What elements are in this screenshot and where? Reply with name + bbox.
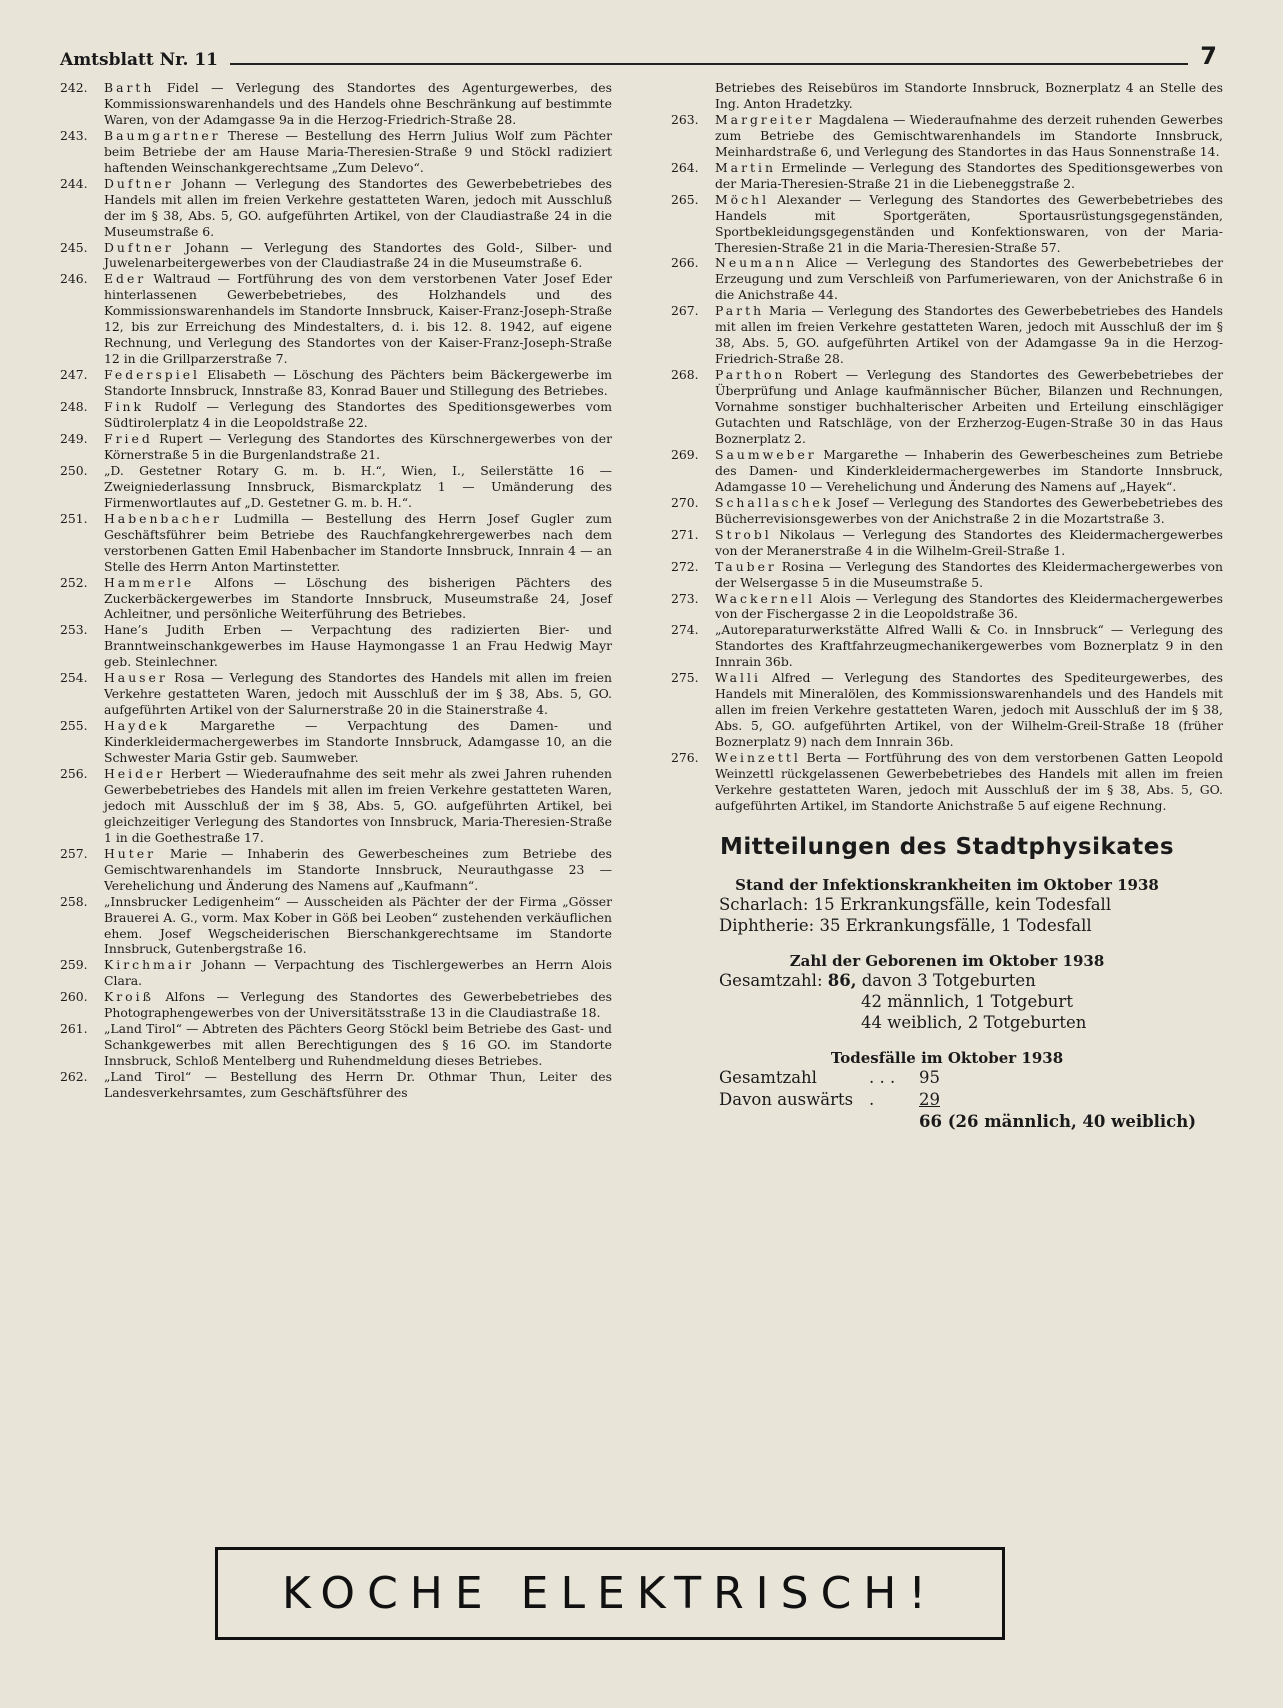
physikat-title: Mitteilungen des Stadtphysikates [719,833,1175,860]
entry-name: Möchl [715,191,770,207]
births-female: 44 weiblich, 2 Totgeburten [861,1012,1087,1032]
entry-text: Fidel — Verlegung des Standortes des Agenturgewerbes, des Kommissionswarenhandels und des Handels ohne Beschränkung auf bestimmte Waren, von der Adamgasse 9a in die Herzog-Friedrich-Straße 28. [104,80,612,127]
entry-number: 275. [671,670,699,686]
notice-entry [60,894,612,958]
deaths-total-dots: . . . [869,1067,896,1087]
notice-entry [60,80,612,128]
entry-number: 253. [60,622,88,638]
entry-text: Ermelinde — Verlegung des Standortes des Speditionsgewerbes von der Maria-Theresien-Straße 21 in die Liebeneggstraße 2. [715,159,1223,191]
deaths-local-row [719,1111,1223,1133]
entry-number: 244. [60,175,88,191]
entry-text: Alfons — Verlegung des Standortes des Gewerbebetriebes des Photographengewerbes von der Universitätsstraße 13 in die Claudiastraße 18. [104,989,612,1021]
notice-entry [60,989,612,1021]
notice-entry [60,511,612,575]
births-heading: Zahl der Geborenen im Oktober 1938 [789,951,1105,970]
births-total-line [719,970,1223,991]
births-block [671,970,1223,1033]
entry-name: Eder [104,271,147,287]
entry-name: Saumweber [715,446,817,462]
entry-number: 264. [671,159,699,175]
entry-number: 259. [60,957,88,973]
entry-text: Nikolaus — Verlegung des Standortes des Kleidermachergewerbes von der Meranerstraße 4 in die Wilhelm-Greil-Straße 1. [715,526,1223,558]
notice-entry [60,846,612,894]
entry-number: 274. [671,622,699,638]
entry-text: Margarethe — Verpachtung des Damen- und Kinderkleidermachergewerbes im Standorte Innsbruck, Adamgasse 10, an die Schwester Maria Gstir geb. Saumweber. [104,718,612,766]
entry-number: 256. [60,765,88,781]
entry-number: 250. [60,462,88,478]
notice-entry [671,527,1223,559]
entry-number: 261. [60,1021,88,1037]
entry-text: Herbert — Wiederaufnahme des seit mehr als zwei Jahren ruhenden Gewerbebetriebes des Handels mit allen im freien Verkehre gestatteten Waren, jedoch mit Ausschluß der im § 38, Abs. 5, GO. aufgeführten Artikel, bei gleichzeitiger Verlegung des Standortes von Innsbruck, Maria-Theresien-Straße 1 in die Goethestraße 17. [104,765,612,845]
entry-number: 249. [60,430,88,446]
entry-text: Rudolf — Verlegung des Standortes des Speditionsgewerbes vom Südtirolerplatz 4 in die Leopoldstraße 22. [104,399,612,431]
entry-text: „Land Tirol“ — Abtreten des Pächters Georg Stöckl beim Betriebe des Gast- und Schankgewerbes mit allen Berechtigungen des § 16 GO. im Standorte Innsbruck, Schloß Mentelberg und Ruhendmeldung dieses Betriebes. [104,1021,612,1069]
entry-text: Alois — Verlegung des Standortes des Kleidermachergewerbes von der Fischergasse 2 in die Leopoldstraße 36. [715,590,1223,622]
entry-name: Fink [104,399,145,415]
entry-name: Habenbacher [104,510,222,526]
entry-text: Rosina — Verlegung des Standortes des Kleidermachergewerbes von der Welsergasse 5 in die Museumstraße 5. [715,558,1223,590]
entry-text: Alexander — Verlegung des Standortes des Gewerbebetriebes des Handels mit Sportgeräten, Sportausrüstungsgegenständen, Sportbekleidungsgegenständen und Konfektionswaren, von der Maria-Theresien-Straße 21 in die Maria-Theresien-Straße 57. [715,191,1223,255]
publication-title: Amtsblatt Nr. 11 [60,50,219,70]
notice-entry [60,399,612,431]
notice-entry [60,670,612,718]
entry-name: Martin [715,159,776,175]
notice-entry [671,670,1223,750]
entry-number: 269. [671,446,699,462]
entry-number: 262. [60,1069,88,1085]
entry-number: 263. [671,111,699,127]
entry-number: 267. [671,303,699,319]
deaths-block [671,1067,1223,1133]
notice-entry [671,112,1223,160]
notice-entry [60,463,612,511]
page-header [60,40,1223,70]
entry-number: 272. [671,558,699,574]
notice-entry [60,431,612,463]
entry-text: Marie — Inhaberin des Gewerbescheines zum Betriebe des Gemischtwarenhandels im Standorte Innsbruck, Neurauthgasse 23 — Verehelichung und Änderung des Namens auf „Kaufmann“. [104,845,612,893]
entry-name: Parth [715,303,765,319]
entry-number: 265. [671,191,699,207]
entry-number: 248. [60,399,88,415]
notice-entry [671,559,1223,591]
notice-entry [671,255,1223,303]
entry-text: Hane’s Judith Erben — Verpachtung des radizierten Bier- und Branntweinschankgewerbes im Hause Haymongasse 1 an Frau Hedwig Mayr geb. Steinlechner. [104,622,612,670]
entry-name: Neumann [715,255,798,271]
diphtheria-line: Diphtherie: 35 Erkrankungsfälle, 1 Todesfall [719,915,1092,935]
right-entries [671,112,1223,814]
entry-number: 254. [60,670,88,686]
advertisement-box [215,1547,1005,1640]
entry-name: Hauser [104,670,168,686]
notice-entry [60,718,612,766]
entry-text: „Autoreparaturwerkstätte Alfred Walli & Co. in Innsbruck“ — Verlegung des Standortes des Kraftfahrzeugmechanikergewerbes vom Boznerplatz 9 in den Innrain 36b. [715,622,1223,670]
deaths-total-row [719,1067,1223,1089]
deaths-local-detail: (26 männlich, 40 weiblich) [941,1111,1197,1131]
entry-name: Walli [715,670,761,686]
entry-number: 266. [671,255,699,271]
births-total: 86, [827,970,857,990]
entry-text: „Innsbrucker Ledigenheim“ — Ausscheiden als Pächter der der Firma „Gösser Brauerei A. G., vorm. Max Kober in Göß bei Leoben“ zustehenden verkäuflichen ehem. Josef Wegscheiderischen Bierschankgerechtsame im Standorte Innsbruck, Gutenbergstraße 16. [104,893,612,957]
births-label: Gesamtzahl: [719,970,823,990]
entry-number: 247. [60,367,88,383]
entry-text: Johann — Verpachtung des Tischlergewerbes an Herrn Alois Clara. [104,957,612,989]
entry-name: Fried [104,430,153,446]
entry-text: Margarethe — Inhaberin des Gewerbescheines zum Betriebe des Damen- und Kinderkleidermachergewerbes im Standorte Innsbruck, Adamgasse 10 — Verehelichung und Änderung des Namens auf „Hayek“. [715,446,1223,494]
entry-name: Schallaschek [715,494,834,510]
entry-name: Weinzettl [715,750,801,766]
scarlet-fever-line: Scharlach: 15 Erkrankungsfälle, kein Todesfall [719,894,1112,914]
entry-name: Wackernell [715,590,815,606]
notice-entry [671,447,1223,495]
advertisement-text: KOCHE ELEKTRISCH! [281,1568,939,1619]
deaths-heading: Todesfälle im Oktober 1938 [830,1048,1064,1067]
page-number: 7 [1200,42,1217,70]
entry-name: Haydek [104,718,170,734]
entry-text: Waltraud — Fortführung des von dem verstorbenen Vater Josef Eder hinterlassenen Gewerbebetriebes, des Holzhandels und des Kommissionswarenhandels im Standorte Innsbruck, Kaiser-Franz-Joseph-Straße 12, bis zur Erreichung des Mindestalters, d. i. bis 12. 8. 1942, auf eigene Rechnung, und Verlegung des Standortes von der Kaiser-Franz-Joseph-Straße 12 in die Grillparzerstraße 7. [104,271,612,367]
notice-entry [671,622,1223,670]
notice-entry [671,192,1223,256]
entry-text: Ludmilla — Bestellung des Herrn Josef Gugler zum Geschäftsführer beim Betriebe des Rauchfangkehrergewerbes nach dem verstorbenen Gatten Emil Habenbacher im Standorte Innsbruck, Innrain 4 — an Stelle des Herrn Anton Martinstetter. [104,510,612,574]
notice-entry [60,176,612,240]
entry-name: Federspiel [104,367,200,383]
entry-text: Magdalena — Wiederaufnahme des derzeit ruhenden Gewerbes zum Betriebe des Gemischtwarenhandels im Standorte Innsbruck, Meinhardstraße 6, und Verlegung des Standortes in das Haus Sonnenstraße 14. [715,111,1223,159]
entry-text: Alfred — Verlegung des Standortes des Spediteurgewerbes, des Handels mit Mineralölen, des Kommissionswarenhandels und des Handels mit allen im freien Verkehre gestatteten Waren, jedoch mit Ausschluß der im § 38, Abs. 5, GO. aufgeführten Artikel, von der Wilhelm-Greil-Straße 18 (früher Boznerplatz 9) nach dem Innrain 36b. [715,670,1223,750]
deaths-total-value: 95 [919,1067,940,1087]
entry-name: Kirchmair [104,957,195,973]
entry-number: 276. [671,750,699,766]
entry-name: Tauber [715,558,777,574]
entry-number: 242. [60,80,88,95]
notice-entry [671,303,1223,367]
entry-number: 258. [60,893,88,909]
notice-entry [60,367,612,399]
entry-name: Barth [104,80,155,95]
notice-entry [671,495,1223,527]
entry-number: 246. [60,271,88,287]
left-column [60,80,612,1133]
entry-number: 271. [671,526,699,542]
notice-entry [671,160,1223,192]
deaths-total-label: Gesamtzahl [719,1067,817,1087]
entry-name: Margreiter [715,111,815,127]
entry-number: 268. [671,367,699,383]
header-rule [230,63,1188,65]
entry-text: Johann — Verlegung des Standortes des Gewerbebetriebes des Handels mit allen im freien Verkehre gestatteten Waren, jedoch mit Ausschluß der im § 38, Abs. 5, GO. aufgeführten Artikel, von der Claudiastraße 24 in die Museumstraße 6. [104,175,612,239]
entry-text: Johann — Verlegung des Standortes des Gold-, Silber- und Juwelenarbeitergewerbes von der Claudiastraße 24 in die Museumstraße 6. [104,239,612,271]
entry-text: Rosa — Verlegung des Standortes des Handels mit allen im freien Verkehre gestatteten Waren, jedoch mit Ausschluß der im § 38, Abs. 5, GO. aufgeführten Artikel von der Salurnerstraße 20 in die Stainerstraße 4. [104,670,612,718]
deaths-away-wrap [919,1089,940,1111]
notice-entry [60,240,612,272]
entry-text: Elisabeth — Löschung des Pächters beim Bäckergewerbe im Standorte Innsbruck, Innstraße 83, Konrad Bauer und Stillegung des Betriebes. [104,367,612,399]
entry-name: Duftner [104,239,174,255]
entry-number: 245. [60,239,88,255]
entry-name: Hammerle [104,574,195,590]
entry-number: 273. [671,590,699,606]
entry-continuation: Betriebes des Reisebüros im Standorte Innsbruck, Boznerplatz 4 an Stelle des Ing. Anton Hradetzky. [715,80,1223,111]
births-male: 42 männlich, 1 Totgeburt [861,991,1073,1011]
deaths-away-value: 29 [919,1089,940,1109]
notice-entry [60,575,612,623]
entry-text: Josef — Verlegung des Standortes des Gewerbebetriebes des Bücherrevisionsgewerbes von der Anichstraße 2 in die Mozartstraße 3. [715,494,1223,526]
infection-heading: Stand der Infektionskrankheiten im Oktober 1938 [735,875,1159,894]
deaths-local-value: 66 [919,1111,942,1131]
notice-entry [60,1069,612,1101]
entry-number: 255. [60,718,88,734]
entry-number: 251. [60,510,88,526]
right-column [671,80,1223,1133]
entry-name: Duftner [104,175,174,191]
deaths-away-row [719,1089,1223,1111]
entry-text: Rupert — Verlegung des Standortes des Kürschnergewerbes von der Körnerstraße 5 in die Burgenlandstraße 21. [104,430,612,462]
entry-text: „D. Gestetner Rotary G. m. b. H.“, Wien, I., Seilerstätte 16 — Zweigniederlassung Innsbruck, Bismarckplatz 1 — Umänderung des Firmenwortlautes auf „D. Gestetner G. m. b. H.“. [104,462,612,510]
entry-name: Parthon [715,367,786,383]
notice-entry [671,750,1223,814]
entry-text: Robert — Verlegung des Standortes des Gewerbebetriebes der Überprüfung und Anlage kaufmännischer Bücher, Bilanzen und Rechnungen, Vornahme sonstiger buchhalterischer Arbeiten und Erteilung einschlägiger Gutachten und Ratschläge, von der Erzherzog-Eugen-Straße 30 in das Haus Boznerplatz 2. [715,367,1223,446]
entry-number: 243. [60,127,88,143]
deaths-away-dots: . [869,1089,875,1109]
notice-entry [60,128,612,176]
entry-text: „Land Tirol“ — Bestellung des Herrn Dr. Othmar Thun, Leiter des Landesverkehrsamtes, zum Geschäftsführer des [104,1069,612,1101]
entry-number: 252. [60,574,88,590]
entry-name: Huter [104,845,157,861]
entry-text: Therese — Bestellung des Herrn Julius Wolf zum Pächter beim Betriebe der am Hause Maria-Theresien-Straße 9 und Stöckl radiziert haftenden Weinschankgerechtsame „Zum Delevo“. [104,127,612,175]
entry-name: Kroiß [104,989,154,1005]
entry-name: Baumgartner [104,127,221,143]
notice-entry [60,957,612,989]
deaths-away-label: Davon auswärts [719,1089,854,1109]
notice-entry [671,367,1223,447]
entry-number: 260. [60,989,88,1005]
entry-number: 257. [60,845,88,861]
notice-entry [60,622,612,670]
notice-entry [60,271,612,367]
notice-entry [671,591,1223,623]
entry-text: Alice — Verlegung des Standortes des Gewerbebetriebes der Erzeugung und zum Verschleiß von Parfumeriewaren, von der Anichstraße 6 in die Anichstraße 44. [715,255,1223,303]
entry-text: Alfons — Löschung des bisherigen Pächters des Zuckerbäckergewerbes im Standorte Innsbruck, Museumstraße 24, Josef Achleitner, und persönliche Weiterführung des Betriebes. [104,574,612,622]
notice-entry [60,1021,612,1069]
births-stillbirths: davon 3 Totgeburten [861,970,1036,990]
entry-number: 270. [671,494,699,510]
entry-text: Maria — Verlegung des Standortes des Gewerbebetriebes des Handels mit allen im freien Verkehre gestatteten Waren, jedoch mit Ausschluß der im § 38, Abs. 5, GO. aufgeführten Artikel von der Adamgasse 9a in die Herzog-Friedrich-Straße 28. [715,303,1223,367]
entry-text: Berta — Fortführung des von dem verstorbenen Gatten Leopold Weinzettl rückgelassenen Gewerbebetriebes des Handels mit allen im freien Verkehre gestatteten Waren, jedoch mit Ausschluß der im § 38, Abs. 5, GO. aufgeführten Artikel, im Standorte Anichstraße 5 auf eigene Rechnung. [715,750,1223,813]
entry-name: Strobl [715,526,772,542]
notice-entry [60,766,612,846]
entry-name: Heider [104,765,166,781]
